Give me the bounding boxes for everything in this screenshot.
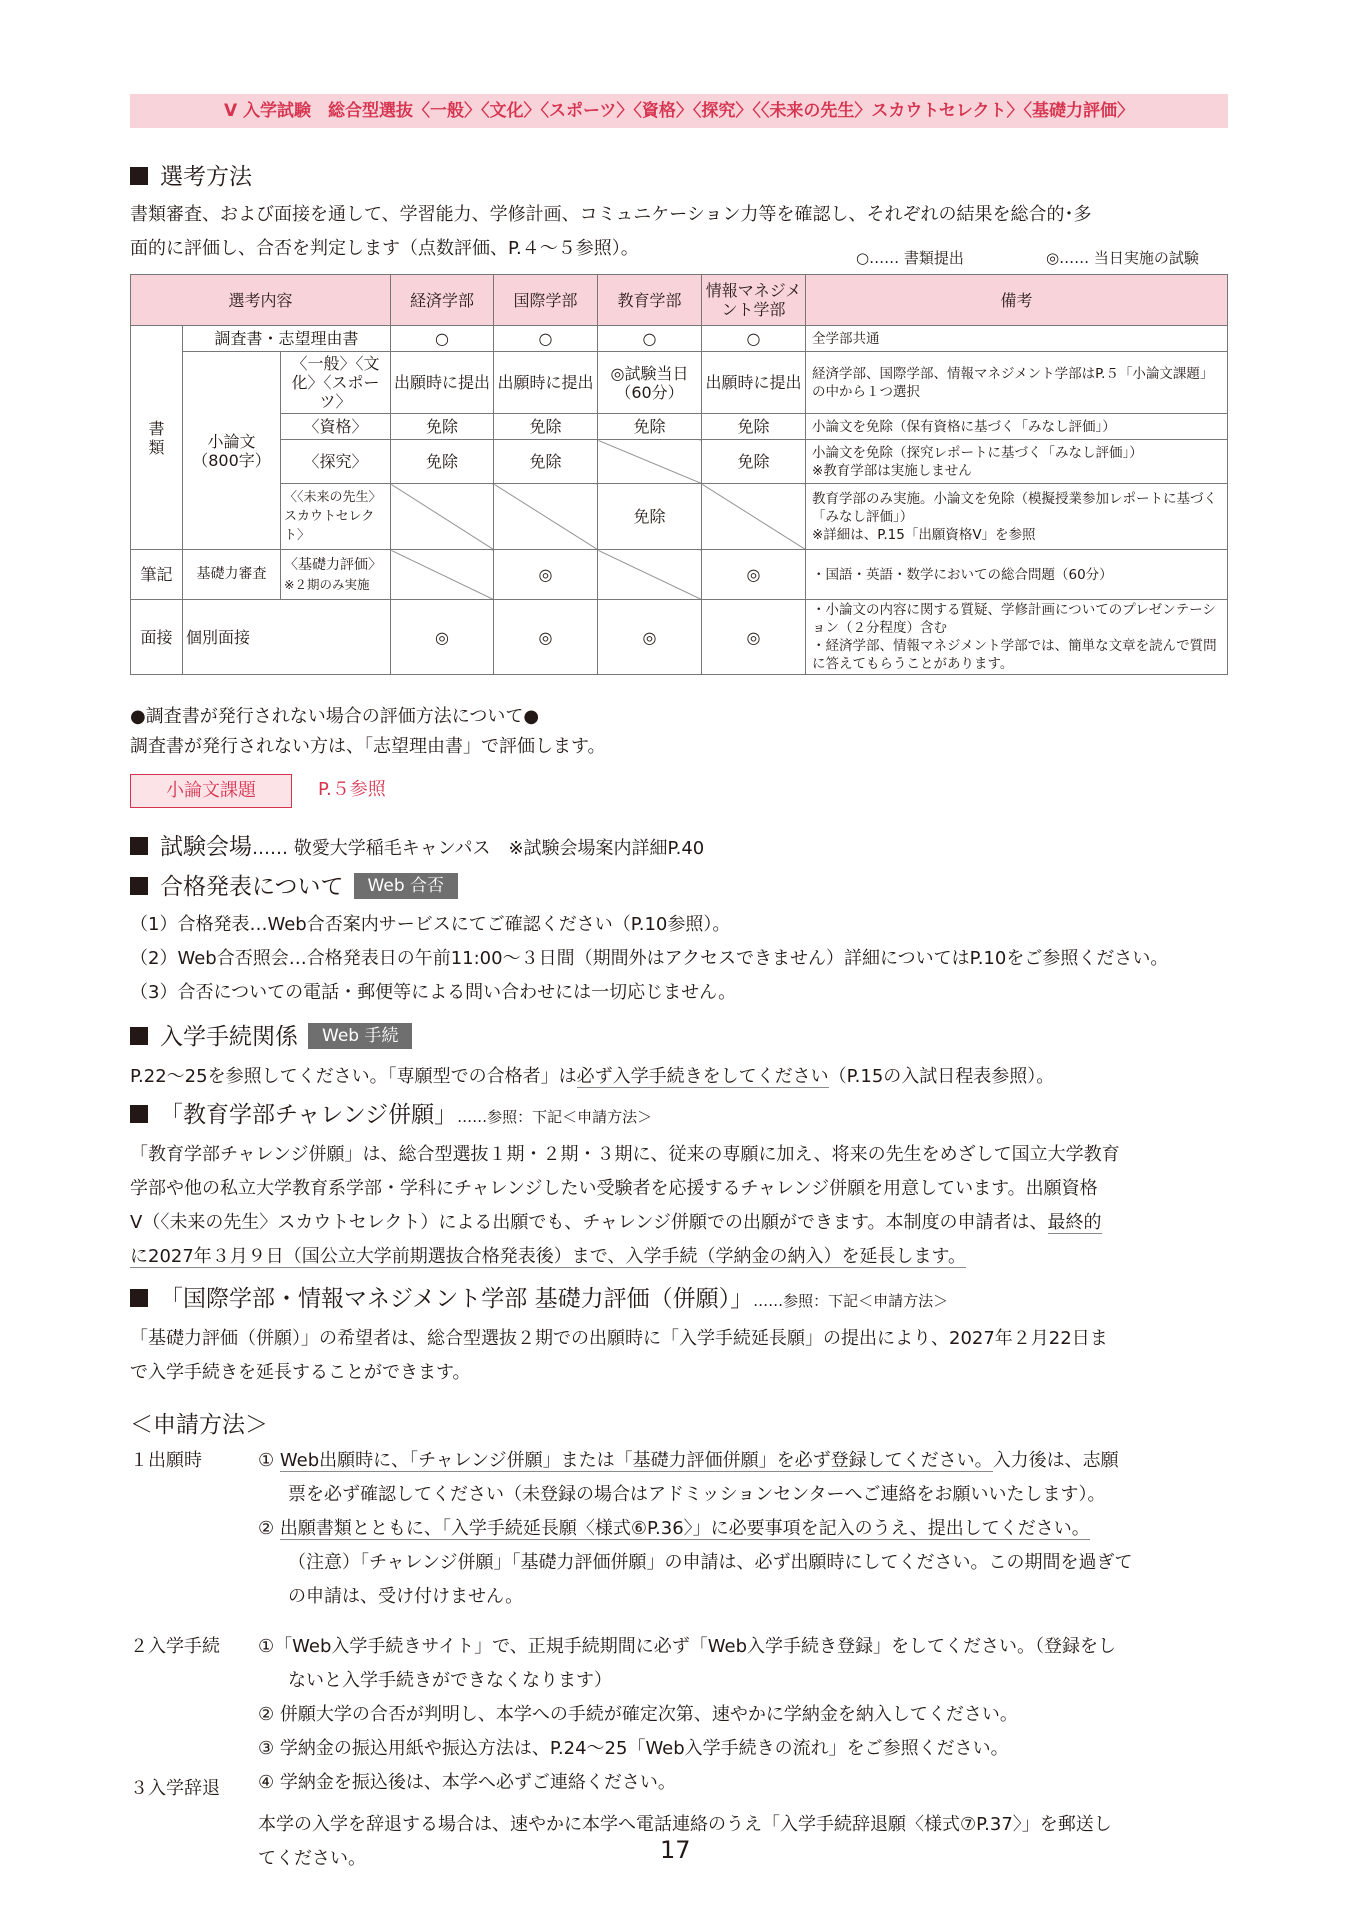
cell: 免除 bbox=[391, 414, 494, 440]
group-written: 筆記 bbox=[131, 550, 183, 600]
web-procedure-tag: Web 手続 bbox=[308, 1023, 412, 1049]
noreport-title: ●調査書が発行されない場合の評価方法について● bbox=[130, 706, 540, 727]
apply-step-2: ２入学手続 bbox=[130, 1636, 220, 1657]
procedure-heading: 入学手続関係 Web 手続 bbox=[130, 1022, 412, 1052]
essay-topic-ref[interactable]: P.５参照 bbox=[318, 779, 386, 800]
cell-na bbox=[702, 484, 806, 550]
apply-3-2: てください。 bbox=[258, 1848, 366, 1869]
row-sub-note: ※２期のみ実施 bbox=[284, 576, 370, 592]
remark-line: ※詳細は、P.15「出願資格Ⅴ」を参照 bbox=[812, 526, 1036, 543]
apply-2-3: ③ 学納金の振込用紙や振込方法は、P.24～25「Web入学手続きの流れ」をご参照ください。 bbox=[258, 1738, 1009, 1759]
row-sub: 〈探究〉 bbox=[281, 440, 391, 484]
kiso-ref: ……参照：下記＜申請方法＞ bbox=[753, 1292, 949, 1310]
essay-topic-label: 小論文課題 bbox=[130, 774, 292, 808]
selection-desc-1: 書類審査、および面接を通して、学習能力、学修計画、コミュニケーション力等を確認し、それぞれの結果を総合的･多 bbox=[130, 204, 1092, 225]
announce-line-2: （2）Web合否照会…合格発表日の午前11:00～３日間（期間外はアクセスできません）詳細についてはP.10をご参照ください。 bbox=[130, 948, 1169, 969]
remark-line: ・経済学部、情報マネジメント学部では、簡単な文章を読んで質問に答えてもらうことがあります。 bbox=[812, 638, 1217, 672]
venue-text: …… 敬愛大学稲毛キャンパス ※試験会場案内詳細P.40 bbox=[252, 838, 705, 859]
challenge-line-2: 学部や他の私立大学教育系学部・学科にチャレンジしたい受験者を応援するチャレンジ併願を用意しています。出願資格 bbox=[130, 1178, 1098, 1199]
apply-2-1: ①「Web入学手続きサイト」で、正規手続期間に必ず「Web入学手続き登録」をしてください。（登録をし bbox=[258, 1636, 1116, 1657]
challenge-heading: 「教育学部チャレンジ併願」……参照：下記＜申請方法＞ bbox=[130, 1100, 652, 1132]
remark: ・国語・英語・数学においての総合問題（60分） bbox=[806, 550, 1228, 600]
cell: ◎ bbox=[702, 550, 806, 600]
cell: 出願時に提出 bbox=[702, 352, 806, 414]
remark bbox=[806, 440, 1228, 484]
cell: 免除 bbox=[598, 414, 702, 440]
cell: 免除 bbox=[391, 440, 494, 484]
row-sub bbox=[281, 550, 391, 600]
remark-line: ・小論文の内容に関する質疑、学修計画についてのプレゼンテーション（２分程度）含む bbox=[812, 602, 1216, 636]
legend-exam: ◎…… 当日実施の試験 bbox=[1046, 249, 1199, 267]
header-info-management: 情報マネジメント学部 bbox=[702, 275, 806, 326]
apply-step-3: ３入学辞退 bbox=[130, 1778, 220, 1799]
table-row bbox=[131, 326, 1228, 352]
apply-heading: ＜申請方法＞ bbox=[130, 1412, 268, 1438]
kiso-heading: 「国際学部・情報マネジメント学部 基礎力評価（併願）」……参照：下記＜申請方法＞ bbox=[130, 1284, 948, 1316]
row-sub: 〈資格〉 bbox=[281, 414, 391, 440]
cell: ◎ bbox=[598, 600, 702, 675]
row-label: 基礎力審査 bbox=[183, 550, 281, 600]
group-documents: 書 類 bbox=[131, 326, 183, 550]
announce-heading: 合格発表について Web 合否 bbox=[130, 872, 458, 902]
group-interview: 面接 bbox=[131, 600, 183, 675]
row-label: 調査書・志望理由書 bbox=[183, 326, 391, 352]
cell: 免除 bbox=[494, 414, 598, 440]
table-header-row bbox=[131, 275, 1228, 326]
table-row bbox=[131, 440, 1228, 484]
header-economics: 経済学部 bbox=[391, 275, 494, 326]
challenge-line-4: に2027年３月９日（国公立大学前期選抜合格発表後）まで、入学手続（学納金の納入）を延長します。 bbox=[130, 1246, 967, 1267]
cell: ◎ bbox=[494, 550, 598, 600]
cell: ◎ bbox=[494, 600, 598, 675]
remark bbox=[806, 484, 1228, 550]
kiso-line-1: 「基礎力評価（併願）」の希望者は、総合型選抜２期での出願時に「入学手続延長願」の提出により、2027年２月22日ま bbox=[130, 1328, 1108, 1349]
apply-3-1: 本学の入学を辞退する場合は、速やかに本学へ電話連絡のうえ「入学手続辞退願〈様式⑦P.37〉」を郵送し bbox=[258, 1814, 1112, 1835]
cell: ○ bbox=[598, 326, 702, 352]
procedure-line: P.22～25を参照してください。「専願型での合格者」は必ず入学手続きをしてください（P.15の入試日程表参照）。 bbox=[130, 1066, 1055, 1087]
remark: 小論文を免除（保有資格に基づく「みなし評価」） bbox=[806, 414, 1228, 440]
remark: 全学部共通 bbox=[806, 326, 1228, 352]
cell: ◎試験当日（60分） bbox=[598, 352, 702, 414]
legend-document: ○…… 書類提出 bbox=[856, 249, 964, 267]
cell: 免除 bbox=[598, 484, 702, 550]
section-header-band: Ⅴ 入学試験 総合型選抜〈一般〉〈文化〉〈スポーツ〉〈資格〉〈探究〉〈〈未来の先生〉スカウトセレクト〉〈基礎力評価〉 bbox=[130, 94, 1228, 128]
cell: 出願時に提出 bbox=[494, 352, 598, 414]
group-essay: 小論文（800字） bbox=[183, 352, 281, 550]
selection-table bbox=[130, 274, 1228, 675]
header-international: 国際学部 bbox=[494, 275, 598, 326]
header-remarks: 備考 bbox=[806, 275, 1228, 326]
apply-2-1b: ないと入学手続きができなくなります） bbox=[288, 1670, 612, 1691]
remark-line: ※教育学部は実施しません bbox=[812, 462, 972, 479]
table-row bbox=[131, 414, 1228, 440]
web-result-tag: Web 合否 bbox=[354, 873, 458, 899]
cell: ○ bbox=[391, 326, 494, 352]
table-row bbox=[131, 550, 1228, 600]
apply-2-4: ④ 学納金を振込後は、本学へ必ずご連絡ください。 bbox=[258, 1772, 676, 1793]
selection-heading: 選考方法 bbox=[130, 162, 252, 192]
cell: ◎ bbox=[391, 600, 494, 675]
cell-na bbox=[598, 440, 702, 484]
apply-1-note-2: の申請は、受け付けません。 bbox=[288, 1586, 524, 1607]
announce-line-3: （3）合否についての電話・郵便等による問い合わせには一切応じません。 bbox=[130, 982, 737, 1003]
header-content: 選考内容 bbox=[131, 275, 391, 326]
cell: ○ bbox=[494, 326, 598, 352]
cell: 免除 bbox=[702, 414, 806, 440]
apply-step-1: １出願時 bbox=[130, 1450, 202, 1471]
noreport-body: 調査書が発行されない方は、「志望理由書」で評価します。 bbox=[130, 736, 606, 757]
kiso-line-2: で入学手続きを延長することができます。 bbox=[130, 1362, 471, 1383]
apply-1-2: ② 出願書類とともに、「入学手続延長願〈様式⑥P.36〉」に必要事項を記入のうえ、提出してください。 bbox=[258, 1518, 1090, 1539]
row-label: 個別面接 bbox=[183, 600, 391, 675]
selection-desc-2: 面的に評価し、合否を判定します（点数評価、P.４～５参照）。 bbox=[130, 238, 639, 259]
header-education: 教育学部 bbox=[598, 275, 702, 326]
remark-line: 小論文を免除（探究レポートに基づく「みなし評価」） bbox=[812, 444, 1143, 461]
apply-1-1b: 票を必ず確認してください（未登録の場合はアドミッションセンターへご連絡をお願いいたします）。 bbox=[288, 1484, 1106, 1505]
row-sub: 〈一般〉〈文化〉〈スポーツ〉 bbox=[281, 352, 391, 414]
cell: ◎ bbox=[702, 600, 806, 675]
challenge-ref: ……参照：下記＜申請方法＞ bbox=[457, 1108, 653, 1126]
page-number: 17 bbox=[660, 1836, 691, 1864]
remark: 経済学部、国際学部、情報マネジメント学部はP.５「小論文課題」の中から１つ選択 bbox=[806, 352, 1228, 414]
apply-1-note: （注意）「チャレンジ併願」「基礎力評価併願」の申請は、必ず出願時にしてください。この期間を過ぎて bbox=[288, 1552, 1133, 1573]
announce-line-1: （1）合格発表…Web合否案内サービスにてご確認ください（P.10参照）。 bbox=[130, 914, 731, 935]
cell: ○ bbox=[702, 326, 806, 352]
venue-heading: 試験会場…… 敬愛大学稲毛キャンパス ※試験会場案内詳細P.40 bbox=[130, 832, 704, 864]
table-row bbox=[131, 352, 1228, 414]
cell-na bbox=[391, 484, 494, 550]
challenge-line-1: 「教育学部チャレンジ併願」は、総合型選抜１期・２期・３期に、従来の専願に加え、将来の先生をめざして国立大学教育 bbox=[130, 1144, 1120, 1165]
cell: 免除 bbox=[702, 440, 806, 484]
row-sub: 〈〈未来の先生〉スカウトセレクト〉 bbox=[281, 484, 391, 550]
cell: 出願時に提出 bbox=[391, 352, 494, 414]
row-sub-line: 〈基礎力評価〉 bbox=[284, 556, 382, 573]
challenge-line-3: Ⅴ（〈未来の先生〉スカウトセレクト）による出願でも、チャレンジ併願での出願ができます。本制度の申請者は、最終的 bbox=[130, 1212, 1102, 1233]
apply-1-1: ① Web出願時に、「チャレンジ併願」または「基礎力評価併願」を必ず登録してください。入力後は、志願 bbox=[258, 1450, 1119, 1471]
cell-na bbox=[598, 550, 702, 600]
remark-line: 教育学部のみ実施。小論文を免除（模擬授業参加レポートに基づく「みなし評価」） bbox=[812, 490, 1217, 525]
remark bbox=[806, 600, 1228, 675]
cell-na bbox=[391, 550, 494, 600]
cell-na bbox=[494, 484, 598, 550]
cell: 免除 bbox=[494, 440, 598, 484]
table-row bbox=[131, 600, 1228, 675]
apply-2-2: ② 併願大学の合否が判明し、本学への手続が確定次第、速やかに学納金を納入してください。 bbox=[258, 1704, 1018, 1725]
table-row bbox=[131, 484, 1228, 550]
